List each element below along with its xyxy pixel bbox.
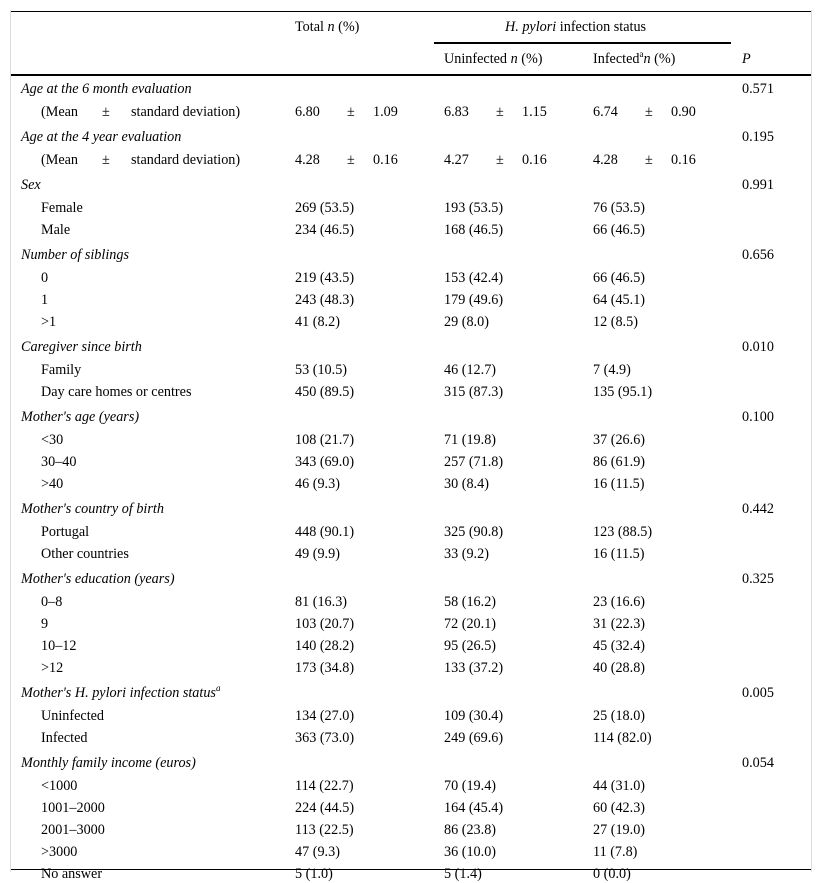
- row-infected-value: 86 (61.9): [593, 454, 646, 470]
- row-uninfected-value: 193 (53.5): [444, 200, 504, 216]
- row-p-value: 0.005: [742, 685, 774, 701]
- row-total-value: 448 (90.1): [295, 524, 355, 540]
- row-infected-value: 114 (82.0): [593, 730, 652, 746]
- row-uninfected-value-part: 1.15: [522, 104, 547, 120]
- row-group-label: [21, 408, 139, 426]
- row-total-value: 269 (53.5): [295, 200, 355, 216]
- row-infected-value: 66 (46.5): [593, 222, 646, 238]
- row-p-value: 0.010: [742, 339, 774, 355]
- row-uninfected-value: 168 (46.5): [444, 222, 504, 238]
- row-total-value: 46 (9.3): [295, 476, 340, 492]
- row-total-value: 53 (10.5): [295, 362, 348, 378]
- row-infected-value: 45 (32.4): [593, 638, 646, 654]
- row-p-value: 0.571: [742, 81, 774, 97]
- row-infected-value: 31 (22.3): [593, 616, 646, 632]
- row-total-value: 49 (9.9): [295, 546, 340, 562]
- row-infected-value-part: 6.74: [593, 104, 618, 120]
- row-uninfected-value: 249 (69.6): [444, 730, 504, 746]
- row-uninfected-value: 33 (9.2): [444, 546, 489, 562]
- row-group-label-text: Mother's age (years): [21, 409, 140, 425]
- row-total-value-part: ±: [347, 152, 355, 168]
- row-total-value: 81 (16.3): [295, 594, 348, 610]
- row-uninfected-value: 109 (30.4): [444, 708, 504, 724]
- row-uninfected-value-part: 0.16: [522, 152, 547, 168]
- row-mean-sd-label-part: ±: [102, 104, 110, 120]
- row-total-value: 243 (48.3): [295, 292, 355, 308]
- row-category-label: <30: [41, 432, 64, 448]
- row-uninfected-value: 133 (37.2): [444, 660, 504, 676]
- row-group-label: [21, 500, 164, 518]
- row-category-label: 1001–2000: [41, 800, 105, 816]
- row-uninfected-value: 29 (8.0): [444, 314, 489, 330]
- row-uninfected-value: 46 (12.7): [444, 362, 497, 378]
- row-total-value-part: 0.16: [373, 152, 398, 168]
- row-total-value: 103 (20.7): [295, 616, 355, 632]
- row-uninfected-value: 30 (8.4): [444, 476, 489, 492]
- row-uninfected-value: 315 (87.3): [444, 384, 504, 400]
- row-category-label: No answer: [41, 866, 103, 882]
- row-infected-value: 11 (7.8): [593, 844, 638, 860]
- row-group-label: [21, 684, 220, 702]
- row-group-label-text: Number of siblings: [21, 247, 129, 263]
- row-infected-value: 40 (28.8): [593, 660, 646, 676]
- row-p-value: 0.442: [742, 501, 774, 517]
- row-category-label: Female: [41, 200, 83, 216]
- row-total-value-part: 6.80: [295, 104, 320, 120]
- row-infected-value: 135 (95.1): [593, 384, 653, 400]
- row-group-label: [21, 570, 175, 588]
- row-total-value: 363 (73.0): [295, 730, 355, 746]
- row-infected-value-part: 4.28: [593, 152, 618, 168]
- row-category-label: <1000: [41, 778, 78, 794]
- row-infected-value: 7 (4.9): [593, 362, 631, 378]
- row-infected-value: 27 (19.0): [593, 822, 646, 838]
- row-infected-value-part: 0.90: [671, 104, 696, 120]
- row-total-value: 114 (22.7): [295, 778, 354, 794]
- row-uninfected-value-part: ±: [496, 104, 504, 120]
- bottom-rule: [11, 869, 811, 870]
- row-group-label-text: Monthly family income (euros): [21, 755, 196, 771]
- row-category-label: Male: [41, 222, 71, 238]
- row-p-value: 0.054: [742, 755, 774, 771]
- row-infected-value: 25 (18.0): [593, 708, 646, 724]
- row-infected-value: 64 (45.1): [593, 292, 646, 308]
- row-total-value: 450 (89.5): [295, 384, 355, 400]
- row-infected-value: 37 (26.6): [593, 432, 646, 448]
- row-infected-value: 16 (11.5): [593, 546, 645, 562]
- row-group-label-text: Mother's country of birth: [21, 501, 164, 517]
- row-uninfected-value-part: 4.27: [444, 152, 469, 168]
- row-mean-sd-label-part: standard deviation): [131, 104, 241, 120]
- row-total-value: 234 (46.5): [295, 222, 355, 238]
- row-group-label: [21, 128, 181, 146]
- row-p-value: 0.325: [742, 571, 774, 587]
- row-total-value: 140 (28.2): [295, 638, 355, 654]
- row-total-value: 219 (43.5): [295, 270, 355, 286]
- group-header-rule: [434, 42, 731, 44]
- row-uninfected-value: 325 (90.8): [444, 524, 504, 540]
- row-infected-value: 23 (16.6): [593, 594, 646, 610]
- row-uninfected-value: 95 (26.5): [444, 638, 497, 654]
- row-infected-value: 12 (8.5): [593, 314, 638, 330]
- row-infected-value: 44 (31.0): [593, 778, 646, 794]
- header-uninfected: Uninfected n (%): [444, 51, 543, 67]
- row-group-label-text: Sex: [21, 177, 41, 193]
- row-infected-value: 76 (53.5): [593, 200, 646, 216]
- row-infected-value-part: ±: [645, 152, 653, 168]
- row-group-label: [21, 176, 41, 194]
- row-uninfected-value: 58 (16.2): [444, 594, 497, 610]
- row-group-label-text: Age at the 6 month evaluation: [21, 81, 192, 97]
- header-p-value: P: [742, 51, 751, 67]
- row-group-label: [21, 754, 196, 772]
- row-total-value: 47 (9.3): [295, 844, 340, 860]
- row-infected-value-part: 0.16: [671, 152, 696, 168]
- row-infected-value-part: ±: [645, 104, 653, 120]
- row-infected-value: 123 (88.5): [593, 524, 653, 540]
- row-infected-value: 16 (11.5): [593, 476, 645, 492]
- row-category-label: Day care homes or centres: [41, 384, 192, 400]
- row-uninfected-value: 179 (49.6): [444, 292, 504, 308]
- row-group-label-text: Mother's H. pylori infection status: [21, 685, 216, 701]
- row-total-value: 134 (27.0): [295, 708, 355, 724]
- row-uninfected-value: 164 (45.4): [444, 800, 504, 816]
- row-mean-sd-label-part: (Mean: [41, 104, 79, 120]
- row-total-value-part: ±: [347, 104, 355, 120]
- row-total-value: 108 (21.7): [295, 432, 355, 448]
- top-rule: [11, 11, 811, 12]
- row-total-value: 41 (8.2): [295, 314, 340, 330]
- row-uninfected-value: 36 (10.0): [444, 844, 497, 860]
- row-mean-sd-label-part: (Mean: [41, 152, 79, 168]
- row-mean-sd-label-part: ±: [102, 152, 110, 168]
- row-total-value-part: 1.09: [373, 104, 398, 120]
- row-p-value: 0.991: [742, 177, 774, 193]
- row-category-label: >3000: [41, 844, 78, 860]
- row-infected-value: 0 (0.0): [593, 866, 631, 882]
- header-infection-status-group: H. pylori infection status: [505, 19, 647, 35]
- row-category-label: 9: [41, 616, 49, 632]
- row-total-value: 343 (69.0): [295, 454, 355, 470]
- row-infected-value: 66 (46.5): [593, 270, 646, 286]
- row-category-label: Other countries: [41, 546, 129, 562]
- row-uninfected-value: 153 (42.4): [444, 270, 504, 286]
- row-uninfected-value: 5 (1.4): [444, 866, 482, 882]
- row-category-label: >1: [41, 314, 57, 330]
- row-category-label: >40: [41, 476, 64, 492]
- row-category-label: Uninfected: [41, 708, 105, 724]
- row-p-value: 0.195: [742, 129, 774, 145]
- row-uninfected-value-part: ±: [496, 152, 504, 168]
- row-category-label: 1: [41, 292, 49, 308]
- row-uninfected-value: 72 (20.1): [444, 616, 497, 632]
- header-bottom-rule: [11, 74, 811, 76]
- row-category-label: 0: [41, 270, 49, 286]
- row-total-value: 5 (1.0): [295, 866, 333, 882]
- row-category-label: 10–12: [41, 638, 77, 654]
- row-infected-value: 60 (42.3): [593, 800, 646, 816]
- row-group-label: [21, 80, 192, 98]
- row-category-label: 30–40: [41, 454, 77, 470]
- row-total-value: 173 (34.8): [295, 660, 355, 676]
- row-uninfected-value-part: 6.83: [444, 104, 469, 120]
- row-category-label: Portugal: [41, 524, 90, 540]
- row-p-value: 0.656: [742, 247, 774, 263]
- row-total-value-part: 4.28: [295, 152, 320, 168]
- row-category-label: >12: [41, 660, 64, 676]
- row-group-label-text: Mother's education (years): [21, 571, 175, 587]
- row-group-label: [21, 338, 142, 356]
- row-uninfected-value: 257 (71.8): [444, 454, 504, 470]
- row-category-label: Family: [41, 362, 82, 378]
- row-category-label: 0–8: [41, 594, 63, 610]
- row-group-label-text: Caregiver since birth: [21, 339, 142, 355]
- row-total-value: 224 (44.5): [295, 800, 355, 816]
- row-category-label: Infected: [41, 730, 88, 746]
- header-total: Total n (%): [295, 19, 360, 35]
- row-category-label: 2001–3000: [41, 822, 105, 838]
- row-uninfected-value: 70 (19.4): [444, 778, 497, 794]
- row-group-label: [21, 246, 129, 264]
- row-total-value: 113 (22.5): [295, 822, 354, 838]
- row-uninfected-value: 86 (23.8): [444, 822, 497, 838]
- row-mean-sd-label-part: standard deviation): [131, 152, 241, 168]
- header-infected: Infected$^a$n (%): [593, 49, 676, 67]
- row-group-label-text: Age at the 4 year evaluation: [21, 129, 182, 145]
- row-p-value: 0.100: [742, 409, 774, 425]
- footnote-marker: a: [215, 683, 221, 693]
- row-uninfected-value: 71 (19.8): [444, 432, 497, 448]
